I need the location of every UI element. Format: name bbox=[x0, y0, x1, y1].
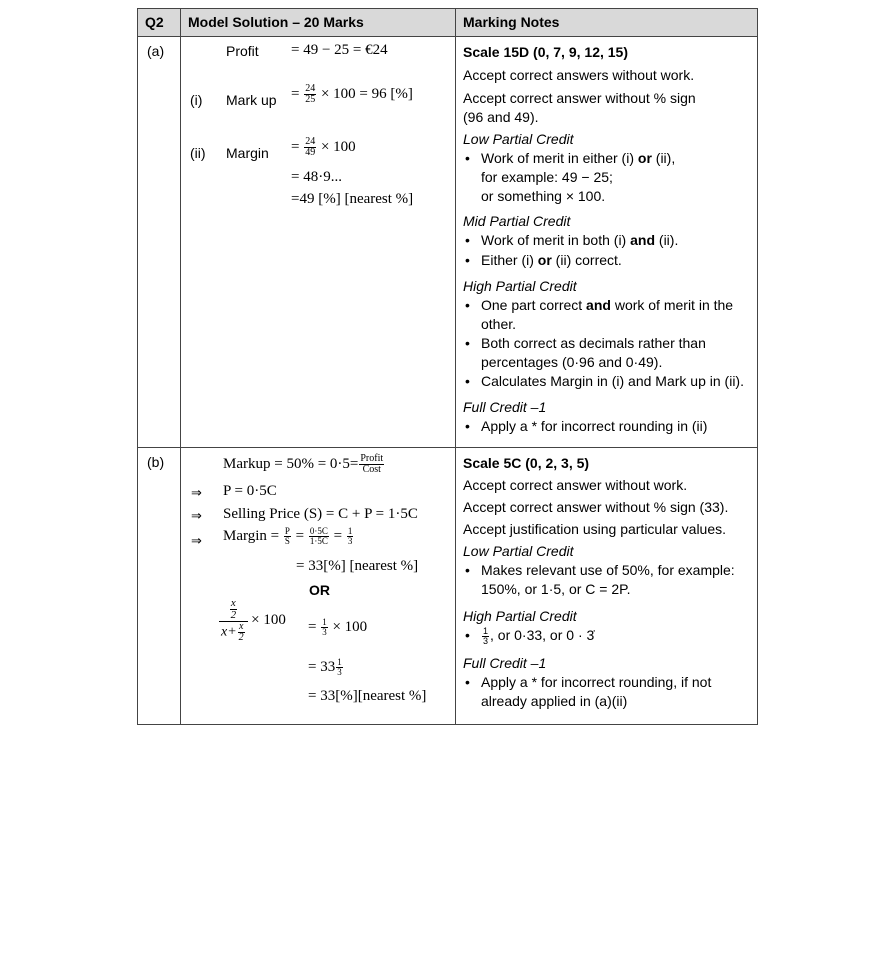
or-separator: OR bbox=[309, 582, 330, 598]
part-b-label-cell bbox=[138, 448, 181, 725]
alt-bottom-num: x bbox=[238, 621, 244, 632]
part-a-high-bullet-1 bbox=[463, 296, 753, 334]
alt-compound-fraction bbox=[219, 598, 286, 643]
part-b-low-line-1: Makes relevant use of 50%, for example: bbox=[481, 562, 735, 578]
mid-bullet-2-text: Either (i) bbox=[481, 252, 538, 268]
part-a-solution-cell bbox=[181, 37, 456, 448]
header-question bbox=[138, 9, 181, 37]
part-a-high-bullet-3 bbox=[463, 372, 753, 391]
one-third-fraction bbox=[347, 527, 354, 546]
mid-bullet-2-end: (ii) correct. bbox=[551, 252, 622, 268]
part-a-notes bbox=[463, 43, 753, 436]
part-ii-label: (ii) bbox=[190, 145, 206, 161]
high-bullet-1-bold: and bbox=[586, 297, 611, 313]
one-third-denominator: 3 bbox=[347, 536, 353, 546]
part-a-full-bullet bbox=[463, 417, 753, 436]
high-bullet-1-line-2: other. bbox=[481, 316, 517, 332]
profit-line: P = 0·5C bbox=[223, 483, 277, 499]
mid-bullet-2-bold: or bbox=[537, 252, 552, 268]
margin-label: Margin bbox=[226, 145, 269, 161]
markup-line bbox=[223, 454, 385, 475]
part-b-solution-cell bbox=[181, 448, 456, 725]
c-ratio-fraction bbox=[309, 527, 329, 546]
alt-equals: = bbox=[308, 618, 317, 635]
implies-arrow-1: ⇒ bbox=[191, 486, 202, 501]
alt-top-fraction bbox=[230, 598, 238, 621]
markup-fraction bbox=[304, 84, 316, 105]
margin-times: × 100 bbox=[320, 138, 356, 155]
part-b-full-line-2: already applied in (a)(ii) bbox=[481, 692, 628, 709]
part-b-row bbox=[138, 448, 758, 725]
mid-bullet-1-text: Work of merit in both (i) bbox=[481, 232, 631, 248]
profit-numerator: Profit bbox=[360, 453, 384, 464]
alt-bottom bbox=[219, 622, 248, 643]
margin-line-2: = 48·9... bbox=[291, 169, 342, 185]
alt-mixed-num: 1 bbox=[337, 657, 342, 667]
markup-denominator: 25 bbox=[305, 94, 316, 105]
margin-b-label: Margin = bbox=[223, 527, 280, 544]
alt-mixed-third bbox=[336, 658, 343, 677]
part-a-mid-bullet-1 bbox=[463, 231, 753, 250]
markup-result: × 100 = 96 [%] bbox=[320, 85, 413, 102]
high-bullet-1-end: work of merit in the bbox=[610, 297, 734, 313]
low-bullet-text-end: (ii), bbox=[651, 150, 676, 166]
alt-bottom-den: 2 bbox=[238, 632, 244, 643]
alt-one-third bbox=[321, 618, 328, 637]
part-b-high-num: • 1 bbox=[483, 625, 489, 636]
markup-equals: = bbox=[291, 85, 300, 102]
part-b-full-title: Full Credit –1 bbox=[463, 654, 547, 671]
part-a-high-title: High Partial Credit bbox=[463, 278, 577, 294]
header-marking-notes bbox=[456, 9, 758, 37]
part-i-label: (i) bbox=[190, 92, 203, 108]
part-b-high-bullet bbox=[463, 626, 753, 646]
part-a-scale: Scale 15D (0, 7, 9, 12, 15) bbox=[463, 44, 628, 60]
c-ratio-denominator: 1·5C bbox=[309, 536, 328, 546]
part-b-notes-cell bbox=[456, 448, 758, 725]
alt-bottom-text: x+ bbox=[221, 624, 237, 640]
alt-result-2 bbox=[308, 658, 344, 677]
one-third-numerator: 1 bbox=[347, 526, 353, 536]
margin-b-result: = 33[%] [nearest %] bbox=[296, 558, 419, 574]
alt-one-third-num: 1 bbox=[322, 617, 327, 627]
alt-thirty-three: = 33 bbox=[308, 658, 336, 675]
margin-numerator: 24 bbox=[305, 136, 316, 147]
full-bullet-text: Apply a * for incorrect rounding in (ii) bbox=[481, 418, 708, 434]
part-b-high-den: 3 bbox=[483, 635, 489, 646]
marking-scheme-table bbox=[137, 8, 758, 725]
alt-compound-stack bbox=[219, 598, 248, 643]
part-b-accept-1: Accept correct answer without work. bbox=[463, 477, 688, 493]
part-b-low-line-2: 150%, or 1·5, or C = 2P. bbox=[481, 581, 631, 597]
profit-cost-fraction bbox=[359, 454, 384, 475]
part-b-accept-2: Accept correct answer without % sign (33). bbox=[463, 499, 729, 515]
margin-denominator: 49 bbox=[305, 147, 316, 158]
part-b-label: (b) bbox=[147, 454, 165, 470]
margin-b-equals-1: = bbox=[295, 527, 305, 544]
mid-bullet-1-bold: and bbox=[630, 232, 656, 248]
high-bullet-3-text: Calculates Margin in (i) and Mark up in (ii). bbox=[481, 373, 744, 389]
part-b-scale: Scale 5C (0, 2, 3, 5) bbox=[463, 455, 590, 471]
profit-label: Profit bbox=[226, 43, 259, 59]
part-a-full-title: Full Credit –1 bbox=[463, 399, 547, 415]
alt-result-1 bbox=[308, 618, 367, 637]
part-a-high-bullet-2 bbox=[463, 334, 753, 372]
low-bullet-text: Work of merit in either (i) bbox=[481, 150, 638, 166]
cost-denominator: Cost bbox=[362, 464, 381, 475]
margin-b-line bbox=[223, 527, 354, 546]
part-a-accept-2-cont: (96 and 49). bbox=[463, 109, 539, 125]
markup-formula bbox=[291, 84, 413, 105]
alt-result-3: = 33[%][nearest %] bbox=[308, 688, 427, 704]
low-bullet-line-2: for example: 49 − 25; bbox=[481, 169, 613, 185]
alt-bottom-fraction bbox=[238, 622, 245, 643]
header-question-text: Q2 bbox=[145, 14, 164, 30]
part-a-label: (a) bbox=[147, 43, 165, 59]
low-bullet-line-3: or something × 100. bbox=[481, 188, 606, 204]
part-b-low-title: Low Partial Credit bbox=[463, 543, 574, 559]
margin-equals: = bbox=[291, 138, 300, 155]
part-a-mid-bullet-2 bbox=[463, 251, 753, 270]
p-over-s-fraction bbox=[284, 527, 291, 546]
part-a-notes-cell bbox=[456, 37, 758, 448]
markup-label: Mark up bbox=[226, 92, 277, 108]
part-b-full-bullet bbox=[463, 673, 753, 711]
alt-top bbox=[219, 598, 248, 622]
implies-arrow-2: ⇒ bbox=[191, 509, 202, 524]
markup-line-text: Markup = 50% = 0·5= bbox=[223, 455, 359, 472]
alt-mixed-den: 3 bbox=[337, 667, 342, 677]
high-bullet-1-text: One part correct bbox=[481, 297, 587, 313]
part-a-low-title: Low Partial Credit bbox=[463, 131, 574, 147]
alt-one-third-den: 3 bbox=[322, 627, 327, 637]
alt-times-100: × 100 bbox=[251, 612, 286, 628]
margin-formula bbox=[291, 137, 356, 158]
part-a-low-bullet bbox=[463, 149, 753, 206]
part-b-accept-3: Accept justification using particular values. bbox=[463, 521, 727, 537]
part-b-low-bullet bbox=[463, 561, 753, 599]
part-a-accept-2: Accept correct answer without % sign bbox=[463, 90, 696, 106]
header-marking-notes-text: Marking Notes bbox=[463, 14, 560, 30]
margin-fraction bbox=[304, 137, 316, 158]
low-bullet-bold: or bbox=[637, 150, 652, 166]
part-a-accept-1: Accept correct answers without work. bbox=[463, 67, 695, 83]
mid-bullet-1-end: (ii). bbox=[655, 232, 679, 248]
markup-numerator: 24 bbox=[305, 83, 316, 94]
alt-times-100-2: × 100 bbox=[332, 618, 368, 635]
part-b-full-line-1: Apply a * for incorrect rounding, if not bbox=[481, 673, 712, 690]
high-bullet-2-line-2: percentages (0·96 and 0·49). bbox=[481, 354, 663, 370]
header-row bbox=[138, 9, 758, 37]
part-b-high-title: High Partial Credit bbox=[463, 608, 577, 624]
margin-line-3: =49 [%] [nearest %] bbox=[291, 191, 414, 207]
header-model-solution bbox=[181, 9, 456, 37]
implies-arrow-3: ⇒ bbox=[191, 534, 202, 549]
p-numerator: P bbox=[284, 526, 290, 536]
high-bullet-2-line-1: Both correct as decimals rather than bbox=[481, 335, 706, 351]
s-denominator: S bbox=[284, 536, 290, 546]
alt-top-num: x bbox=[230, 597, 236, 609]
margin-b-equals-2: = bbox=[333, 527, 343, 544]
part-b-high-fraction bbox=[482, 627, 489, 646]
header-model-solution-text: Model Solution – 20 Marks bbox=[188, 14, 364, 30]
profit-expression: = 49 − 25 = €24 bbox=[291, 42, 388, 58]
part-b-high-text: , or 0·33, or 0 · 3̇ bbox=[490, 627, 595, 643]
part-a-mid-title: Mid Partial Credit bbox=[463, 213, 571, 229]
part-a-row bbox=[138, 37, 758, 448]
c-ratio-numerator: 0·5C bbox=[309, 526, 328, 536]
part-a-label-cell bbox=[138, 37, 181, 448]
part-b-notes bbox=[463, 454, 753, 711]
selling-price-line: Selling Price (S) = C + P = 1·5C bbox=[223, 506, 418, 522]
alt-top-den: 2 bbox=[230, 609, 237, 621]
